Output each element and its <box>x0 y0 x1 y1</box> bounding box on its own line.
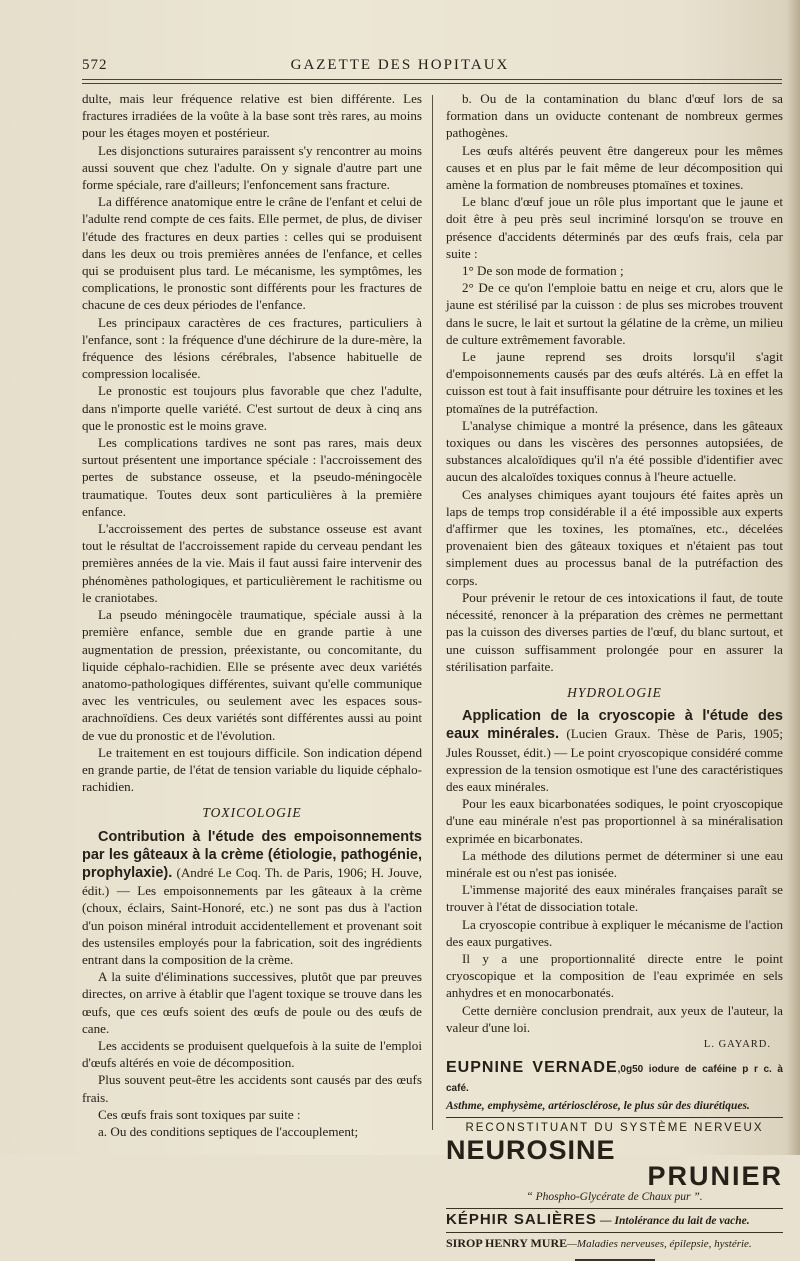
paragraph: L'analyse chimique a montré la présence, dans les gâteaux toxiques ou dans les viscères des personnes autopsiées, de substances alcaloïdiques qu'il n'a été possible d'identifier avec aucun des alcaloïdes toxiques connus à l'heure actuelle. <box>446 417 783 485</box>
paragraph: La méthode des dilutions permet de déterminer si une eau minérale est ou n'est pas ionisée. <box>446 847 783 880</box>
paragraph: Les œufs altérés peuvent être dangereux pour les mêmes causes et en plus par le fait même de leur décomposition qui amène la formation de nombreuses ptomaïnes et toxines. <box>446 142 783 193</box>
paragraph: 1° De son mode de formation ; <box>462 263 624 279</box>
paragraph: Il y a une proportionnalité directe entre le point cryoscopique et la composition de l'eau exprimée en sels anhydres et en monocarbonatés. <box>446 950 783 1001</box>
left-column <box>82 90 422 1140</box>
right-column <box>446 90 783 1261</box>
article-title: Application de la cryoscopie à l'étude des eaux minérales. <box>446 708 783 743</box>
paragraph: La cryoscopie contribue à expliquer le mécanisme de l'action des eaux purgatives. <box>446 916 783 949</box>
paragraph: L'accroissement des pertes de substance osseuse est avant tout le résultat de l'accroissement rapide du cerveau pendant les premières années de la vie. Mais il faut aussi faire intervenir des phénomènes pathologiques, et particulièrement le rachitisme ou le craniotabes. <box>82 521 422 605</box>
section-heading-hydrologie: HYDROLOGIE <box>567 684 662 700</box>
paragraph: Pour prévenir le retour de ces intoxications il faut, de toute nécessité, renoncer à la préparation des crèmes ne permettant pas la cuisson des diverses parties de l'œuf, du blanc surtout, et une cuisson suffisamment prolongée pour en assurer la stérilisation parfaite. <box>446 589 783 674</box>
ad-divider <box>446 1232 783 1233</box>
author-signature: L. GAYARD. <box>703 1038 771 1050</box>
article-toxicologie <box>82 828 422 969</box>
ad-neurosine: NEUROSINE <box>446 1134 616 1165</box>
paragraph: L'immense majorité des eaux minérales françaises paraît se trouver à l'état de dissociation totale. <box>446 882 783 915</box>
ad-reconstituant: RECONSTITUANT DU SYSTÈME NERVEUX <box>465 1121 764 1134</box>
ad-divider <box>446 1208 783 1209</box>
paragraph: dulte, mais leur fréquence relative est bien différente. Les fractures irradiées de la voûte à la base sont très rares, au moins pour les étages moyen et postérieur. <box>82 91 422 141</box>
paragraph: Les disjonctions suturaires paraissent s'y rencontrer au moins aussi souvent que chez l'adulte. On y signale d'autre part une forme spéciale, rare d'ailleurs; l'enfoncement sans fracture. <box>82 142 422 193</box>
paragraph: Ces analyses chimiques ayant toujours été faites après un laps de temps trop considérable il a été impossible aux experts d'affirmer que les toxines, les ptomaïnes, etc., décelées provenaient bien des gâteaux toxiques et n'étaient pas tout simplement dues au processus banal de la putréfaction des corps. <box>446 486 783 588</box>
ad-eupnine <box>446 1059 783 1097</box>
advertisements <box>446 1059 783 1260</box>
running-title: GAZETTE DES HOPITAUX <box>290 57 510 73</box>
paragraph: Les complications tardives ne sont pas rares, mais deux surtout présentent une importance spéciale : l'accroissement des pertes de substance osseuse, et la pseudo-méningocèle traumatique. Toutes deux sont particulières à la première enfance. <box>82 435 422 519</box>
ad-kephir-name: KÉPHIR SALIÈRES <box>446 1211 597 1229</box>
paragraph: La pseudo méningocèle traumatique, spéciale aussi à la première enfance, semble due en grande partie à une augmentation de pression, préexistante, ou concomitante, du liquide céphalo-rachidien. Elle se présente avec deux variétés anatomo-pathologiques différentes, suivant qu'elle communique avec les ventricules, ou seulement avec les espaces sous-arachnoïdiens. Ces deux variétés sont différentes aussi au point de vue du pronostic et de l'évolution. <box>82 607 422 743</box>
paragraph: La différence anatomique entre le crâne de l'enfant et celui de l'adulte rend compte de ces faits. Elle permet, de plus, de diviser l'étude des fractures en deux parties : celles qui se produisent dans les deux ou trois premières années de l'enfance, et celles qui se produisent plus tard. Le mécanisme, les symptômes, les complications, le pronostic sont différents pour les fractures de chacune de ces deux périodes de l'enfance. <box>82 194 422 313</box>
ad-phospho: “ Phospho-Glycérate de Chaux pur ”. <box>526 1190 703 1203</box>
article-hydrologie <box>446 707 783 795</box>
ad-kephir-tagline: — Intolérance du lait de vache. <box>600 1215 750 1228</box>
ad-sirop-name: SIROP HENRY MURE <box>446 1236 568 1251</box>
ad-eupnine-detail: ,0g50 iodure de caféine p r c. à café. <box>446 1064 783 1095</box>
end-rule <box>575 1259 655 1261</box>
paragraph: Le blanc d'œuf joue un rôle plus important que le jaune et doit être à peu près seul incriminé lorsqu'on se trouve en présence d'accidents déterminés par des œufs frais, cela par suite : <box>446 194 783 261</box>
paragraph: Les accidents se produisent quelquefois à la suite de l'emploi d'œufs altérés en voie de décomposition. <box>82 1037 422 1071</box>
page-number: 572 <box>82 57 108 73</box>
paragraph: Le pronostic est toujours plus favorable que chez l'adulte, dans n'importe quelle variété. C'est surtout de deux à cinq ans que le pronostic est le moins grave. <box>82 383 422 433</box>
section-heading-toxicologie: TOXICOLOGIE <box>202 805 302 821</box>
header-rule-double <box>82 83 782 84</box>
paragraph: Pour les eaux bicarbonatées sodiques, le point cryoscopique d'une eau minérale n'est pas proportionnel à sa minéralisation exprimée en bicarbonates. <box>446 796 783 846</box>
paragraph: A la suite d'éliminations successives, plutôt que par preuves directes, on arrive à établir que l'agent toxique se trouve dans les œufs, que ces œufs soient des œufs de poule ou des œufs de cane. <box>82 969 422 1036</box>
paragraph: Les principaux caractères de ces fractures, particuliers à l'enfance, sont : la fréquence d'une déchirure de la dure-mère, la fréquence des lésions cérébrales, l'absence habituelle de compression localisée. <box>82 314 422 382</box>
ad-kephir <box>446 1211 783 1230</box>
ad-sirop-tagline: —Maladies nerveuses, épilepsie, hystérie. <box>567 1238 752 1251</box>
page-edge-shadow <box>786 0 800 1155</box>
paragraph: 2° De ce qu'on l'emploie battu en neige et cru, alors que le jaune est stérilisé par la cuisson : de plus ses microbes trouvent dans le sucre, le lait et surtout la gélatine de la crème, un milieu de culture extrêmement favorable. <box>446 280 783 347</box>
paragraph: Cette dernière conclusion prendrait, aux yeux de l'auteur, la valeur d'une loi. <box>446 1002 783 1035</box>
ad-eupnine-tagline: Asthme, emphysème, artériosclérose, le plus sûr des diurétiques. <box>446 1099 750 1112</box>
ad-eupnine-name: EUPNINE VERNADE <box>446 1059 618 1077</box>
paragraph: Le jaune reprend ses droits lorsqu'il s'agit d'empoisonnements causés par des œufs altérés. Là en effet la cuisson est tout à fait insuffisante pour détruire les toxines et les ptomaïnes de la putréfaction. <box>446 349 783 416</box>
ad-sirop <box>446 1235 783 1253</box>
article-reference: (Lucien Graux. Thèse de Paris, 1905; Jules Rousset, édit.) — Le point cryoscopique considéré comme expression de la tension osmotique est l'une des caractéristiques des eaux minérales. <box>446 726 783 794</box>
column-divider <box>432 95 433 1130</box>
ad-prunier: PRUNIER <box>647 1160 783 1191</box>
paragraph: b. Ou de la contamination du blanc d'œuf lors de sa formation dans un oviducte contenant de nombreux germes pathogènes. <box>446 91 783 141</box>
article-title: Contribution à l'étude des empoisonnements par les gâteaux à la crème (étiologie, pathogénie, prophylaxie). <box>82 828 422 881</box>
paragraph: a. Ou des conditions septiques de l'accouplement; <box>98 1123 359 1139</box>
header-rule <box>82 79 782 80</box>
paragraph: Ces œufs frais sont toxiques par suite : <box>98 1106 301 1122</box>
paragraph: Le traitement en est toujours difficile. Son indication dépend en grande partie, de l'état de tension variable du liquide céphalo-rachidien. <box>82 744 422 795</box>
ad-divider <box>446 1117 783 1118</box>
paragraph: Plus souvent peut-être les accidents sont causés par des œufs frais. <box>82 1072 422 1105</box>
article-reference: (André Le Coq. Th. de Paris, 1906; H. Jouve, édit.) — Les empoisonnements par les gâteaux à la crème (choux, éclairs, Saint-Honoré, etc.) ne sont pas dus à l'action d'un poison minéral introduit accidentellement et provenant soit des ustensiles employés pour la fabrication, soit des ingrédients entrant dans la composition de la crème. <box>82 864 422 967</box>
